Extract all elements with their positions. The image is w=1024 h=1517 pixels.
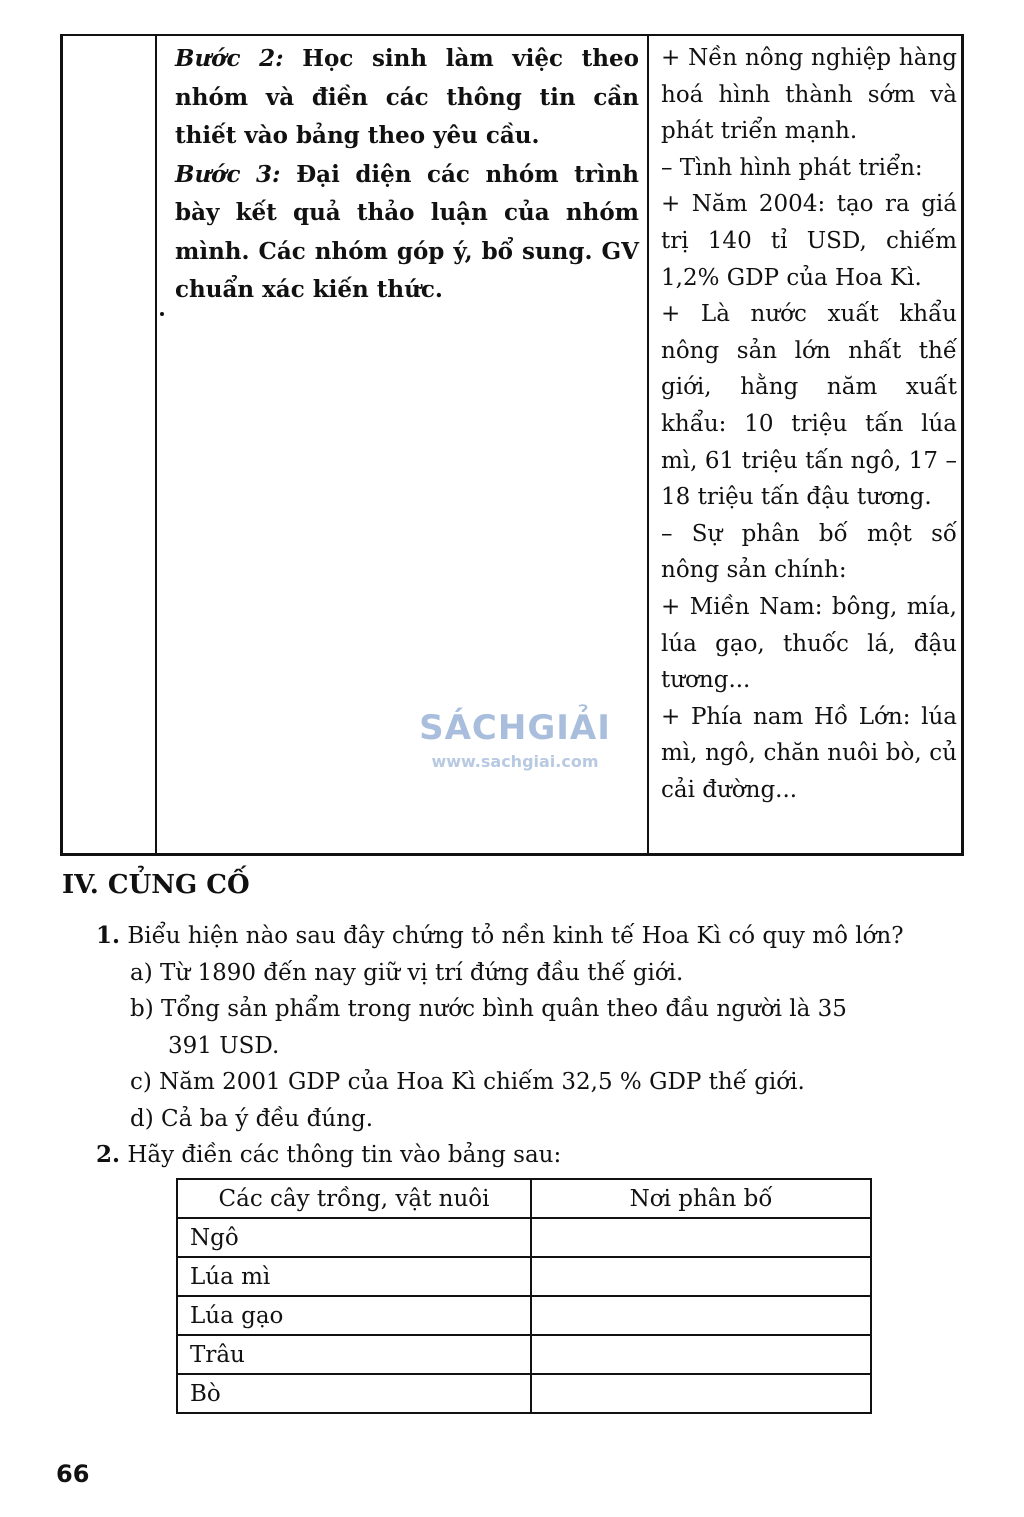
questions [96, 918, 966, 1174]
fill-in-table [176, 1178, 872, 1414]
question-1-number: 1. [96, 922, 121, 949]
column-divider [647, 34, 649, 853]
question-2-number: 2. [96, 1141, 121, 1168]
content-line: + Là nước xuất khẩu nông sản lớn nhất thế giới, hằng năm xuất khẩu: 10 triệu tấn lúa mì, 61 triệu tấn ngô, 17 – 18 triệu tấn đậu tương. [661, 301, 957, 511]
page-number: 66 [56, 1460, 90, 1488]
question-1-option-d: d) Cả ba ý đều đúng. [130, 1105, 374, 1132]
row-item: Bò [177, 1374, 531, 1413]
table-row [177, 1257, 871, 1296]
question-2-text: Hãy điền các thông tin vào bảng sau: [127, 1142, 562, 1168]
watermark-logo: SÁCHGIẢI [419, 708, 611, 748]
distribution-blank [531, 1335, 871, 1374]
question-1-option-b-continued: 391 USD. [168, 1032, 280, 1059]
watermark-url: www.sachgiai.com [431, 752, 599, 771]
content-line: – Sự phân bố một số nông sản chính: [661, 520, 957, 584]
content-line: + Năm 2004: tạo ra giá trị 140 tỉ USD, chiếm 1,2% GDP của Hoa Kì. [661, 191, 957, 291]
table-row [177, 1218, 871, 1257]
question-1-option-b: b) Tổng sản phẩm trong nước bình quân theo đầu người là 35 [130, 996, 847, 1022]
distribution-blank [531, 1257, 871, 1296]
ink-dot [160, 312, 164, 316]
watermark [410, 708, 620, 771]
step-2-label: Bước 2: [175, 45, 284, 72]
question-1-option-c: c) Năm 2001 GDP của Hoa Kì chiếm 32,5 % GDP thế giới. [130, 1069, 805, 1095]
table-row [177, 1374, 871, 1413]
step-3-label: Bước 3: [175, 160, 281, 188]
question-1-text: Biểu hiện nào sau đây chứng tỏ nền kinh tế Hoa Kì có quy mô lớn? [127, 923, 904, 949]
question-1-option-a: a) Từ 1890 đến nay giữ vị trí đứng đầu thế giới. [130, 959, 684, 986]
question-1 [96, 918, 966, 955]
content-cell [661, 40, 957, 808]
distribution-blank [531, 1218, 871, 1257]
row-item: Ngô [177, 1218, 531, 1257]
content-line: – Tình hình phát triển: [661, 154, 923, 181]
content-line: + Nền nông nghiệp hàng hoá hình thành sớm và phát triển mạnh. [661, 45, 957, 145]
distribution-blank [531, 1296, 871, 1335]
content-line: + Miền Nam: bông, mía, lúa gạo, thuốc lá, đậu tương... [661, 593, 957, 694]
table-row [177, 1335, 871, 1374]
distribution-blank [531, 1374, 871, 1413]
step-3-text: Đại diện các nhóm trình bày kết quả thảo luận của nhóm mình. Các nhóm góp ý, bổ sung. GV chuẩn xác kiến thức. [175, 160, 640, 303]
row-item: Lúa mì [177, 1257, 531, 1296]
question-2 [96, 1137, 966, 1174]
step-3 [175, 156, 639, 310]
table-top-border [60, 34, 964, 36]
step-2 [175, 40, 639, 156]
table-header-row [177, 1179, 871, 1218]
section-title: IV. CỦNG CỐ [62, 870, 250, 900]
column-divider [155, 34, 157, 853]
row-item: Lúa gạo [177, 1296, 531, 1335]
table-row [177, 1296, 871, 1335]
activity-steps-cell [175, 40, 639, 310]
header-crops-livestock: Các cây trồng, vật nuôi [177, 1179, 531, 1218]
step-2-text: Học sinh làm việc theo nhóm và điền các thông tin cần thiết vào bảng theo yêu cầu. [175, 45, 639, 149]
row-item: Trâu [177, 1335, 531, 1374]
header-distribution: Nơi phân bố [531, 1179, 871, 1218]
content-line: + Phía nam Hồ Lớn: lúa mì, ngô, chăn nuôi bò, củ cải đường... [661, 703, 957, 803]
